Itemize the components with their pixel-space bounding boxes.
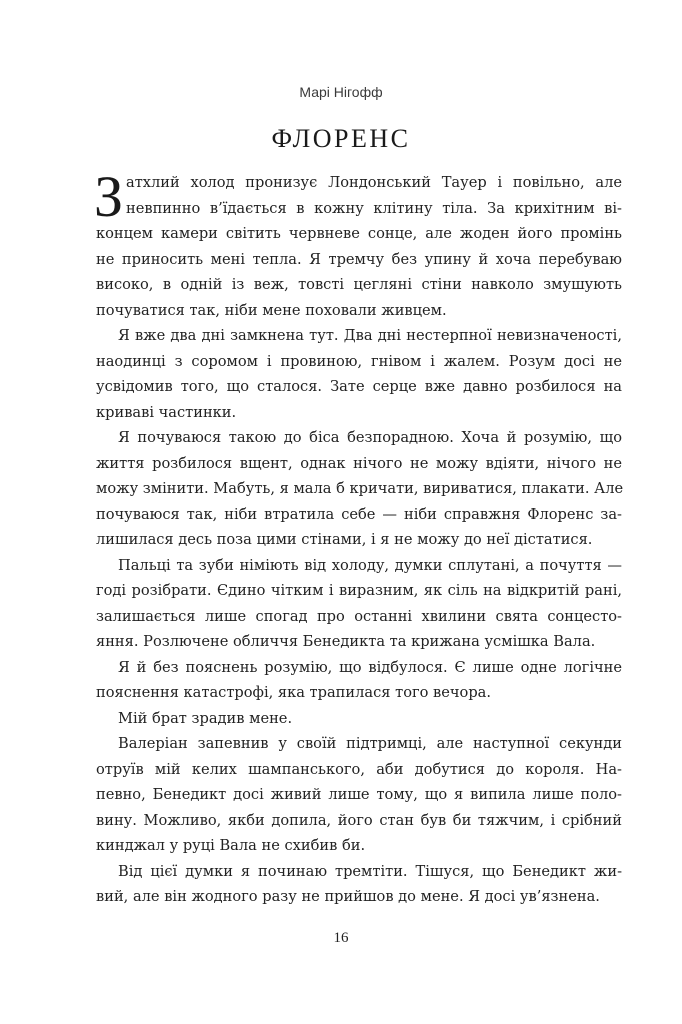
text-line: Мій брат зрадив мене. (118, 709, 293, 727)
paragraph (96, 323, 622, 425)
text-line: криваві частинки. (96, 403, 237, 421)
paragraph (96, 859, 622, 910)
paragraph (96, 655, 622, 706)
text-line: атхлий холод пронизує Лондонський Тауер і повільно, але (126, 174, 622, 191)
text-line: Пальці та зуби німіють від холоду, думки сплутані, а почуття — (118, 556, 622, 574)
text-line: кинджал у руці Вала не схибив би. (96, 837, 366, 854)
text-line: Я й без пояснень розумію, що відбулося. Є лише одне логічне (118, 658, 622, 676)
text-line: Від цієї думки я починаю тремтіти. Тішуся, що Бенедикт жи- (118, 862, 622, 880)
text-line: наодинці з соромом і провиною, гнівом і жалем. Розум досі не (96, 352, 622, 370)
text-line: залишається лише спогад про останні хвилини свята сонцесто- (96, 607, 622, 625)
text-line: невпинно в’їдається в кожну клітину тіла. За крихітним ві- (126, 199, 622, 217)
body-text (94, 164, 624, 910)
paragraph (96, 731, 622, 859)
text-line: Валеріан запевнив у своїй підтримці, але наступної секунди (118, 735, 622, 752)
text-line: Я почуваюся такою до біса безпорадною. Хоча й розумію, що (118, 429, 622, 446)
text-line: вину. Можливо, якби допила, його стан був би тяжчим, і срібний (96, 811, 622, 829)
text-line: можу змінити. Мабуть, я мала б кричати, вириватися, плакати. Але (96, 480, 624, 497)
text-line: яння. Розлючене обличчя Бенедикта та крижана усмішка Вала. (96, 633, 596, 650)
text-line: отруїв мій келих шампанського, аби добутися до короля. На- (96, 760, 622, 778)
text-line: певно, Бенедикт досі живий лише тому, що я випила лише поло- (96, 786, 622, 803)
text-line: високо, в одній із веж, товсті цегляні стіни навколо змушують (96, 276, 622, 293)
paragraph (94, 164, 622, 323)
text-line: лишилася десь поза цими стінами, і я не можу до неї дістатися. (96, 531, 593, 548)
page-number: 16 (333, 930, 349, 946)
text-line: Я вже два дні замкнена тут. Два дні нестерпної невизначеності, (118, 327, 622, 344)
text-line: почуваюся так, ніби втратила себе — ніби справжня Флоренс за- (96, 505, 622, 523)
paragraph (96, 425, 622, 553)
chapter-title: ФЛОРЕНС (271, 124, 411, 153)
text-line: усвідомив того, що сталося. Зате серце вже давно розбилося на (96, 378, 622, 395)
paragraph (96, 706, 622, 732)
text-line: пояснення катастрофі, яка трапилася того вечора. (96, 684, 492, 701)
drop-cap: З (94, 164, 124, 229)
running-head-author: Марі Нігофф (299, 84, 383, 100)
text-line: життя розбилося вщент, однак нічого не можу вдіяти, нічого не (96, 454, 622, 472)
text-line: вий, але він жодного разу не прийшов до мене. Я досі ув’язнена. (96, 888, 600, 905)
text-line: годі розібрати. Єдино чітким і виразним, як сіль на відкритій рані, (96, 582, 622, 599)
paragraphs (94, 164, 624, 910)
text-line: почуватися так, ніби мене поховали живцем. (96, 301, 447, 319)
paragraph (96, 553, 622, 655)
text-line: концем камери світить червневе сонце, але жоден його промінь (96, 225, 622, 242)
text-line: не приносить мені тепла. Я тремчу без упину й хоча перебуваю (96, 250, 622, 268)
